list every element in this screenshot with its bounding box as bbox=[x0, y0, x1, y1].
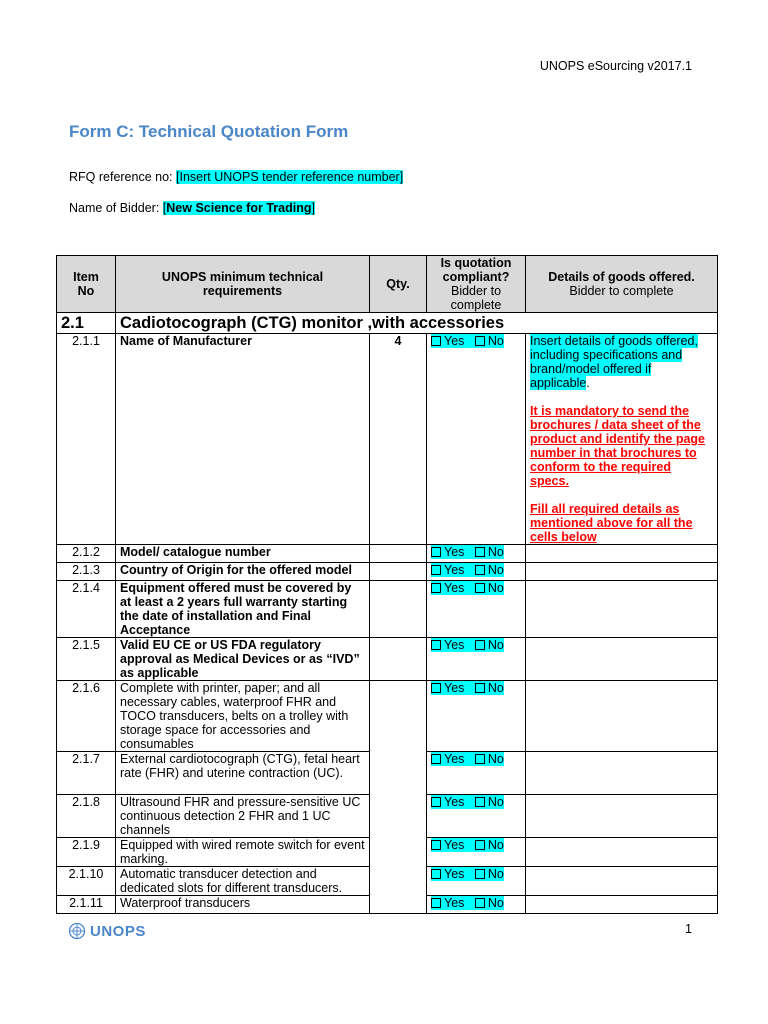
yes-no-field bbox=[431, 867, 504, 881]
compliance-cell bbox=[427, 545, 526, 563]
spacer bbox=[464, 896, 474, 910]
yes-checkbox[interactable] bbox=[431, 565, 441, 575]
no-label: No bbox=[487, 896, 504, 910]
version-label: UNOPS eSourcing v2017.1 bbox=[539, 59, 692, 73]
quantity-cell bbox=[370, 563, 427, 581]
compliance-cell bbox=[427, 795, 526, 838]
yes-label: Yes bbox=[444, 334, 465, 348]
table-row bbox=[57, 563, 718, 581]
spacer bbox=[464, 334, 474, 348]
compliance-cell bbox=[427, 838, 526, 867]
table-row bbox=[57, 681, 718, 752]
spacer bbox=[464, 795, 474, 809]
item-number: 2.1.10 bbox=[57, 867, 116, 896]
yes-checkbox[interactable] bbox=[431, 898, 441, 908]
un-emblem-icon bbox=[68, 922, 86, 940]
compliance-cell bbox=[427, 867, 526, 896]
yes-no-field bbox=[431, 581, 504, 595]
spacer bbox=[464, 681, 474, 695]
spacer bbox=[464, 563, 474, 577]
details-period: . bbox=[586, 376, 590, 390]
spacer bbox=[464, 581, 474, 595]
requirement-text: Valid EU CE or US FDA regulatory approval as Medical Devices or as “IVD” as applicable bbox=[116, 638, 370, 681]
no-label: No bbox=[487, 581, 504, 595]
rfq-value-field[interactable]: [Insert UNOPS tender reference number] bbox=[176, 170, 404, 184]
requirement-text: Equipment offered must be covered by at least a 2 years full warranty starting the date of installation and Final Acceptance bbox=[116, 581, 370, 638]
no-label: No bbox=[487, 334, 504, 348]
yes-label: Yes bbox=[444, 638, 465, 652]
item-number: 2.1.11 bbox=[57, 896, 116, 914]
yes-label: Yes bbox=[444, 545, 465, 559]
details-cell[interactable] bbox=[526, 867, 718, 896]
no-label: No bbox=[487, 545, 504, 559]
details-cell[interactable] bbox=[526, 838, 718, 867]
no-checkbox[interactable] bbox=[475, 583, 485, 593]
item-number: 2.1.9 bbox=[57, 838, 116, 867]
no-checkbox[interactable] bbox=[475, 797, 485, 807]
yes-checkbox[interactable] bbox=[431, 547, 441, 557]
quantity-cell bbox=[370, 638, 427, 681]
compliance-cell bbox=[427, 581, 526, 638]
no-checkbox[interactable] bbox=[475, 754, 485, 764]
technical-quotation-table bbox=[56, 255, 718, 914]
quantity-cell: 4 bbox=[370, 334, 427, 545]
details-cell[interactable] bbox=[526, 896, 718, 914]
details-cell[interactable] bbox=[526, 563, 718, 581]
details-cell[interactable] bbox=[526, 638, 718, 681]
yes-no-field bbox=[431, 896, 504, 910]
no-checkbox[interactable] bbox=[475, 640, 485, 650]
header-compliant: Is quotation compliant? Bidder to complete bbox=[427, 256, 526, 313]
compliance-cell bbox=[427, 563, 526, 581]
section-number: 2.1 bbox=[57, 313, 116, 334]
yes-no-field bbox=[431, 334, 504, 348]
compliance-cell bbox=[427, 896, 526, 914]
quantity-cell bbox=[370, 545, 427, 563]
unops-logo bbox=[68, 922, 146, 940]
no-label: No bbox=[487, 867, 504, 881]
yes-checkbox[interactable] bbox=[431, 583, 441, 593]
mandatory-note: It is mandatory to send the brochures / data sheet of the product and identify the page number in that brochures to conform to the required specs. bbox=[530, 404, 706, 488]
no-label: No bbox=[487, 838, 504, 852]
no-checkbox[interactable] bbox=[475, 336, 485, 346]
item-number: 2.1.4 bbox=[57, 581, 116, 638]
spacer bbox=[464, 638, 474, 652]
bidder-name-field[interactable]: New Science for Trading bbox=[166, 201, 312, 215]
yes-checkbox[interactable] bbox=[431, 797, 441, 807]
spacer bbox=[464, 752, 474, 766]
details-cell[interactable] bbox=[526, 334, 718, 545]
item-number: 2.1.5 bbox=[57, 638, 116, 681]
bidder-close-bracket: ] bbox=[311, 201, 315, 215]
yes-label: Yes bbox=[444, 896, 465, 910]
no-checkbox[interactable] bbox=[475, 565, 485, 575]
yes-no-field bbox=[431, 681, 504, 695]
compliance-cell bbox=[427, 681, 526, 752]
yes-label: Yes bbox=[444, 867, 465, 881]
rfq-label: RFQ reference no: bbox=[69, 170, 176, 184]
spacer bbox=[464, 545, 474, 559]
requirement-text: Ultrasound FHR and pressure-sensitive UC continuous detection 2 FHR and 1 UC channels bbox=[116, 795, 370, 838]
no-checkbox[interactable] bbox=[475, 869, 485, 879]
no-label: No bbox=[487, 752, 504, 766]
item-number: 2.1.8 bbox=[57, 795, 116, 838]
compliance-cell bbox=[427, 638, 526, 681]
section-row bbox=[57, 313, 718, 334]
details-cell[interactable] bbox=[526, 752, 718, 795]
compliance-cell bbox=[427, 334, 526, 545]
item-number: 2.1.7 bbox=[57, 752, 116, 795]
spacer bbox=[464, 838, 474, 852]
yes-label: Yes bbox=[444, 563, 465, 577]
fill-details-note: Fill all required details as mentioned above for all the cells below bbox=[530, 502, 693, 544]
item-number: 2.1.2 bbox=[57, 545, 116, 563]
quantity-cell bbox=[370, 681, 427, 914]
yes-label: Yes bbox=[444, 838, 465, 852]
requirement-text: Name of Manufacturer bbox=[116, 334, 370, 545]
requirement-text: Equipped with wired remote switch for event marking. bbox=[116, 838, 370, 867]
requirement-text: External cardiotocograph (CTG), fetal heart rate (FHR) and uterine contraction (UC). bbox=[116, 752, 370, 795]
header-item-no: Item No bbox=[57, 256, 116, 313]
table-row bbox=[57, 334, 718, 545]
yes-label: Yes bbox=[444, 681, 465, 695]
no-checkbox[interactable] bbox=[475, 547, 485, 557]
no-checkbox[interactable] bbox=[475, 840, 485, 850]
table-row bbox=[57, 581, 718, 638]
no-label: No bbox=[487, 795, 504, 809]
table-row bbox=[57, 638, 718, 681]
details-cell[interactable] bbox=[526, 545, 718, 563]
yes-label: Yes bbox=[444, 795, 465, 809]
no-checkbox[interactable] bbox=[475, 683, 485, 693]
header-requirements: UNOPS minimum technical requirements bbox=[116, 256, 370, 313]
requirement-text: Model/ catalogue number bbox=[116, 545, 370, 563]
quantity-cell bbox=[370, 581, 427, 638]
table-row bbox=[57, 545, 718, 563]
yes-no-field bbox=[431, 795, 504, 809]
spacer bbox=[464, 867, 474, 881]
requirement-text: Complete with printer, paper; and all necessary cables, waterproof FHR and TOCO transducers, belts on a trolley with storage space for accessories and consumables bbox=[116, 681, 370, 752]
item-number: 2.1.3 bbox=[57, 563, 116, 581]
details-cell[interactable] bbox=[526, 581, 718, 638]
bidder-label: Name of Bidder: bbox=[69, 201, 163, 215]
details-cell[interactable] bbox=[526, 795, 718, 838]
no-label: No bbox=[487, 638, 504, 652]
no-checkbox[interactable] bbox=[475, 898, 485, 908]
details-instruction: Insert details of goods offered, including specifications and brand/model offered if applicable bbox=[530, 334, 698, 390]
yes-no-field bbox=[431, 752, 504, 766]
yes-no-field bbox=[431, 563, 504, 577]
yes-no-field bbox=[431, 638, 504, 652]
requirement-text: Automatic transducer detection and dedicated slots for different transducers. bbox=[116, 867, 370, 896]
yes-label: Yes bbox=[444, 752, 465, 766]
no-label: No bbox=[487, 563, 504, 577]
no-label: No bbox=[487, 681, 504, 695]
yes-checkbox[interactable] bbox=[431, 640, 441, 650]
details-cell[interactable] bbox=[526, 681, 718, 752]
bidder-name-line bbox=[69, 201, 315, 215]
item-number: 2.1.1 bbox=[57, 334, 116, 545]
yes-no-field bbox=[431, 838, 504, 852]
item-number: 2.1.6 bbox=[57, 681, 116, 752]
yes-checkbox[interactable] bbox=[431, 840, 441, 850]
header-details: Details of goods offered. Bidder to complete bbox=[526, 256, 718, 313]
compliance-cell bbox=[427, 752, 526, 795]
yes-checkbox[interactable] bbox=[431, 754, 441, 764]
page-number: 1 bbox=[685, 922, 692, 936]
logo-text: UNOPS bbox=[90, 922, 146, 940]
table-header-row bbox=[57, 256, 718, 313]
form-title: Form C: Technical Quotation Form bbox=[69, 122, 349, 141]
requirement-text: Country of Origin for the offered model bbox=[116, 563, 370, 581]
rfq-reference-line bbox=[69, 170, 403, 184]
requirement-text: Waterproof transducers bbox=[116, 896, 370, 914]
yes-checkbox[interactable] bbox=[431, 336, 441, 346]
yes-checkbox[interactable] bbox=[431, 683, 441, 693]
yes-checkbox[interactable] bbox=[431, 869, 441, 879]
section-title: Cadiotocograph (CTG) monitor ,with accessories bbox=[116, 313, 718, 334]
header-qty: Qty. bbox=[370, 256, 427, 313]
bidder-open-bracket: [ bbox=[162, 201, 167, 215]
yes-no-field bbox=[431, 545, 504, 559]
yes-label: Yes bbox=[444, 581, 465, 595]
